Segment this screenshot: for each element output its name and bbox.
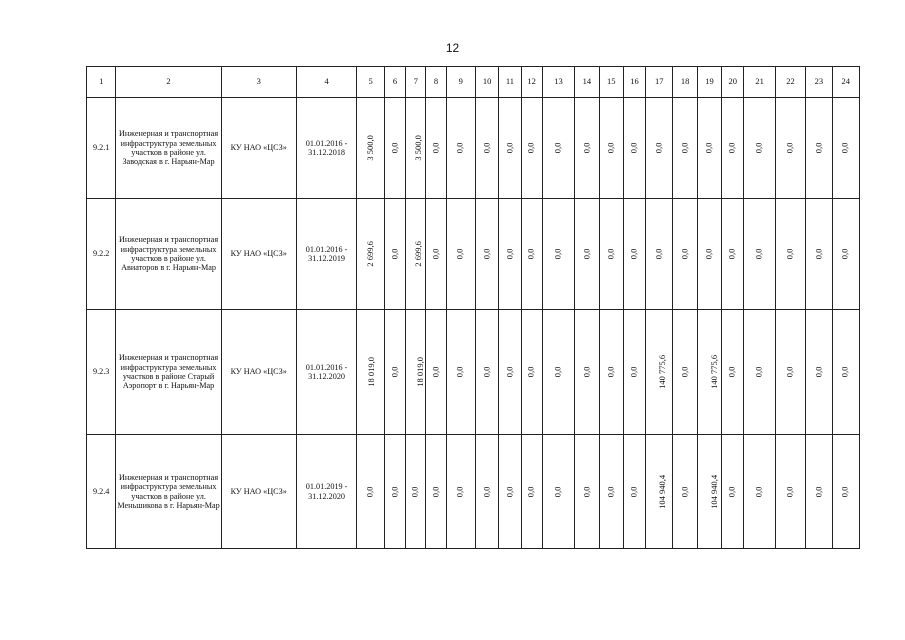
- column-header-14: 14: [575, 67, 599, 98]
- value-text: 0,0: [409, 486, 420, 497]
- value-text: 0,0: [430, 486, 441, 497]
- value-text: 0,0: [753, 248, 764, 260]
- value-text: 0,0: [580, 366, 591, 378]
- value-cell: [775, 199, 805, 310]
- value-text: 0,0: [839, 142, 850, 154]
- value-text: 3 500,0: [364, 135, 375, 161]
- value-text: 0,0: [703, 248, 714, 260]
- column-header-5: 5: [357, 67, 384, 98]
- value-text: 0,0: [784, 366, 795, 378]
- value-text: 0,0: [605, 366, 616, 378]
- row-period: 01.01.2016 - 31.12.2019: [296, 199, 357, 310]
- row-executor: КУ НАО «ЦСЗ»: [221, 98, 296, 199]
- value-cell: [357, 435, 384, 549]
- value-text: 140 775,6: [657, 354, 668, 389]
- value-cell: [806, 98, 832, 199]
- value-cell: [426, 310, 446, 435]
- value-text: 0,0: [389, 366, 400, 378]
- value-cell: [722, 435, 744, 549]
- value-cell: [697, 199, 721, 310]
- value-text: 0,0: [504, 142, 515, 154]
- value-cell: [446, 435, 475, 549]
- column-header-22: 22: [775, 67, 805, 98]
- value-cell: [357, 310, 384, 435]
- row-code: 9.2.3: [87, 310, 116, 435]
- column-header-24: 24: [832, 67, 860, 98]
- value-cell: [775, 435, 805, 549]
- value-cell: [499, 98, 521, 199]
- value-text: 104 940,4: [657, 474, 668, 509]
- row-name: Инженерная и транспортная инфраструктура земельных участков в районе Старый Аэропорт в г. Нарьян-Мар: [116, 310, 221, 435]
- value-text: 0,0: [628, 248, 639, 260]
- value-cell: [406, 199, 426, 310]
- value-text: 0,0: [605, 248, 616, 260]
- value-cell: [599, 98, 623, 199]
- value-cell: [521, 310, 542, 435]
- value-text: 0,0: [454, 142, 465, 154]
- value-text: 0,0: [504, 486, 515, 497]
- row-name: Инженерная и транспортная инфраструктура земельных участков в районе ул. Заводская в г. Нарьян-Мар: [116, 98, 221, 199]
- table-row: [87, 435, 860, 549]
- value-cell: [673, 98, 697, 199]
- row-executor: КУ НАО «ЦСЗ»: [221, 435, 296, 549]
- row-code: 9.2.2: [87, 199, 116, 310]
- value-text: 0,0: [525, 248, 536, 260]
- value-text: 0,0: [454, 366, 465, 378]
- value-text: 0,0: [430, 366, 441, 378]
- value-cell: [475, 435, 498, 549]
- value-cell: [542, 199, 574, 310]
- value-text: 0,0: [628, 366, 639, 378]
- value-cell: [599, 310, 623, 435]
- value-text: 0,0: [580, 142, 591, 154]
- value-text: 0,0: [812, 366, 823, 378]
- value-text: 0,0: [454, 486, 465, 497]
- value-cell: [499, 310, 521, 435]
- column-header-15: 15: [599, 67, 623, 98]
- column-header-10: 10: [475, 67, 498, 98]
- row-period: 01.01.2016 - 31.12.2018: [296, 98, 357, 199]
- value-text: 0,0: [525, 366, 536, 378]
- value-text: 0,0: [481, 142, 492, 154]
- value-text: 0,0: [839, 366, 850, 378]
- value-cell: [406, 98, 426, 199]
- value-cell: [575, 199, 599, 310]
- value-text: 0,0: [784, 248, 795, 260]
- value-cell: [575, 435, 599, 549]
- value-cell: [775, 98, 805, 199]
- value-cell: [542, 98, 574, 199]
- value-text: 0,0: [552, 366, 563, 378]
- row-period: 01.01.2016 - 31.12.2020: [296, 310, 357, 435]
- value-cell: [475, 310, 498, 435]
- column-header-12: 12: [521, 67, 542, 98]
- value-cell: [744, 98, 775, 199]
- value-text: 0,0: [679, 142, 690, 154]
- value-cell: [646, 310, 673, 435]
- value-text: 0,0: [430, 248, 441, 260]
- row-code: 9.2.1: [87, 98, 116, 199]
- column-header-11: 11: [499, 67, 521, 98]
- value-text: 0,0: [605, 486, 616, 497]
- value-cell: [623, 199, 645, 310]
- value-cell: [384, 199, 405, 310]
- value-text: 0,0: [525, 486, 536, 497]
- row-executor: КУ НАО «ЦСЗ»: [221, 199, 296, 310]
- value-cell: [446, 98, 475, 199]
- table-row: [87, 310, 860, 435]
- value-text: 0,0: [481, 486, 492, 497]
- value-text: 0,0: [812, 248, 823, 260]
- value-text: 0,0: [839, 486, 850, 497]
- column-header-9: 9: [446, 67, 475, 98]
- value-cell: [406, 310, 426, 435]
- value-cell: [623, 98, 645, 199]
- value-cell: [744, 199, 775, 310]
- value-cell: [697, 435, 721, 549]
- column-header-2: 2: [116, 67, 221, 98]
- value-text: 0,0: [653, 248, 664, 260]
- value-cell: [542, 435, 574, 549]
- value-cell: [832, 310, 860, 435]
- value-text: 0,0: [504, 366, 515, 378]
- value-text: 0,0: [812, 142, 823, 154]
- value-text: 2 699,6: [412, 241, 423, 267]
- value-cell: [599, 199, 623, 310]
- value-text: 0,0: [679, 486, 690, 497]
- value-cell: [744, 435, 775, 549]
- value-text: 0,0: [703, 142, 714, 154]
- column-header-4: 4: [296, 67, 357, 98]
- value-text: 2 699,6: [364, 241, 375, 267]
- column-header-6: 6: [384, 67, 405, 98]
- value-text: 0,0: [628, 142, 639, 154]
- value-cell: [384, 310, 405, 435]
- row-code: 9.2.4: [87, 435, 116, 549]
- value-cell: [357, 98, 384, 199]
- value-cell: [646, 98, 673, 199]
- value-cell: [673, 435, 697, 549]
- value-cell: [646, 199, 673, 310]
- value-text: 0,0: [628, 486, 639, 497]
- value-text: 0,0: [784, 142, 795, 154]
- column-header-16: 16: [623, 67, 645, 98]
- value-text: 0,0: [753, 486, 764, 497]
- value-text: 18 019,0: [415, 357, 426, 387]
- value-text: 0,0: [364, 486, 375, 497]
- value-text: 0,0: [679, 248, 690, 260]
- value-text: 0,0: [552, 142, 563, 154]
- value-cell: [406, 435, 426, 549]
- row-name: Инженерная и транспортная инфраструктура земельных участков в районе ул. Авиаторов в г. Нарьян-Мар: [116, 199, 221, 310]
- value-cell: [521, 98, 542, 199]
- header-row: [87, 67, 860, 98]
- row-name: Инженерная и транспортная инфраструктура земельных участков в районе ул. Меньшикова в г. Нарьян-Мар: [116, 435, 221, 549]
- value-text: 0,0: [481, 366, 492, 378]
- value-cell: [775, 310, 805, 435]
- value-cell: [426, 199, 446, 310]
- budget-table: [86, 66, 860, 549]
- value-text: 0,0: [605, 142, 616, 154]
- value-text: 0,0: [389, 486, 400, 497]
- value-cell: [697, 310, 721, 435]
- value-text: 0,0: [839, 248, 850, 260]
- value-text: 0,0: [430, 142, 441, 154]
- value-text: 0,0: [552, 486, 563, 497]
- value-cell: [744, 310, 775, 435]
- column-header-13: 13: [542, 67, 574, 98]
- column-header-8: 8: [426, 67, 446, 98]
- value-cell: [499, 199, 521, 310]
- value-cell: [357, 199, 384, 310]
- value-text: 18 019,0: [366, 357, 377, 387]
- value-cell: [722, 98, 744, 199]
- value-cell: [475, 98, 498, 199]
- column-header-1: 1: [87, 67, 116, 98]
- column-header-19: 19: [697, 67, 721, 98]
- value-text: 0,0: [454, 248, 465, 260]
- value-cell: [475, 199, 498, 310]
- value-text: 0,0: [726, 366, 737, 378]
- value-text: 104 940,4: [708, 474, 719, 509]
- value-text: 0,0: [389, 142, 400, 154]
- value-text: 3 500,0: [412, 135, 423, 161]
- value-cell: [499, 435, 521, 549]
- value-cell: [832, 98, 860, 199]
- value-text: 0,0: [504, 248, 515, 260]
- value-cell: [623, 310, 645, 435]
- value-cell: [575, 98, 599, 199]
- value-cell: [426, 435, 446, 549]
- value-cell: [542, 310, 574, 435]
- value-cell: [673, 199, 697, 310]
- value-cell: [384, 435, 405, 549]
- column-header-17: 17: [646, 67, 673, 98]
- value-cell: [521, 199, 542, 310]
- value-cell: [521, 435, 542, 549]
- value-cell: [446, 310, 475, 435]
- value-cell: [806, 310, 832, 435]
- value-text: 0,0: [580, 486, 591, 497]
- table-row: [87, 98, 860, 199]
- value-text: 0,0: [552, 248, 563, 260]
- row-executor: КУ НАО «ЦСЗ»: [221, 310, 296, 435]
- row-period: 01.01.2019 - 31.12.2020: [296, 435, 357, 549]
- value-text: 0,0: [389, 248, 400, 260]
- value-cell: [623, 435, 645, 549]
- value-text: 0,0: [726, 486, 737, 497]
- value-text: 0,0: [812, 486, 823, 497]
- value-text: 0,0: [726, 142, 737, 154]
- value-text: 0,0: [481, 248, 492, 260]
- value-text: 0,0: [726, 248, 737, 260]
- value-cell: [697, 98, 721, 199]
- value-cell: [446, 199, 475, 310]
- value-text: 0,0: [679, 366, 690, 378]
- value-cell: [832, 199, 860, 310]
- value-text: 0,0: [525, 142, 536, 154]
- column-header-23: 23: [806, 67, 832, 98]
- column-header-21: 21: [744, 67, 775, 98]
- column-header-3: 3: [221, 67, 296, 98]
- value-cell: [722, 199, 744, 310]
- value-cell: [646, 435, 673, 549]
- column-header-7: 7: [406, 67, 426, 98]
- value-cell: [426, 98, 446, 199]
- value-text: 0,0: [753, 366, 764, 378]
- value-text: 140 775,6: [708, 354, 719, 389]
- value-cell: [806, 199, 832, 310]
- value-cell: [599, 435, 623, 549]
- page-number: 12: [445, 41, 460, 55]
- value-cell: [722, 310, 744, 435]
- value-text: 0,0: [653, 142, 664, 154]
- column-header-18: 18: [673, 67, 697, 98]
- value-cell: [575, 310, 599, 435]
- value-text: 0,0: [784, 486, 795, 497]
- value-text: 0,0: [580, 248, 591, 260]
- value-cell: [832, 435, 860, 549]
- value-cell: [806, 435, 832, 549]
- value-cell: [384, 98, 405, 199]
- value-cell: [673, 310, 697, 435]
- table-row: [87, 199, 860, 310]
- column-header-20: 20: [722, 67, 744, 98]
- value-text: 0,0: [753, 142, 764, 154]
